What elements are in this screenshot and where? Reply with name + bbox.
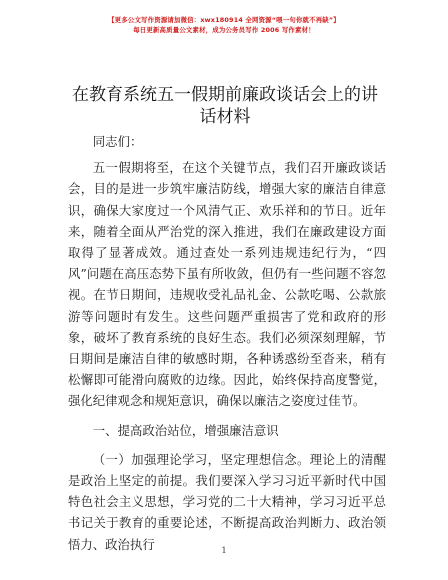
promo-banner-line-1: 【更多公文写作资源请加微信：xwx180914 全网资源“喂一句你就不再缺”】: [108, 16, 340, 24]
subsection-paragraph: （一）加强理论学习，坚定理想信念。理论上的清醒是政治上坚定的前提。我们要深入学习习近平新时代中国特色社会主义思想，学习党的二十大精神，学习习近平总书记关于教育的重要论述，不断提高政治判断力、政治领悟力、政治执行: [68, 451, 386, 552]
document-title: 在教育系统五一假期前廉政谈话会上的讲话材料: [72, 85, 378, 127]
promo-banner-line-2: 每日更新高质量公文素材，成为公务员写作 2006 写作素材！: [133, 26, 315, 34]
body-paragraph: 五一假期将至，在这个关键节点，我们召开廉政谈话会，目的是进一步筑牢廉洁防线，增强大家的廉洁自律意识，确保大家度过一个风清气正、欢乐祥和的节日。近年来，随着全面从严治党的深入推进，我们在廉政建设方面取得了显著成效。通过查处一系列违规违纪行为，“四风”问题在高压态势下虽有所收敛，但仍有一些问题不容忽视。在节日期间，违规收受礼品礼金、公款吃喝、公款旅游等问题时有发生。这些问题严重损害了党和政府的形象，破坏了教育系统的良好生态。我们必须深刻理解，节日期间是廉洁自律的敏感时期，各种诱惑纷至沓来，稍有松懈即可能滑向腐败的边缘。因此，始终保持高度警觉，强化纪律观念和规矩意识，确保以廉洁之姿度过佳节。: [68, 160, 386, 409]
section-heading: 一、提高政治站位，增强廉洁意识: [92, 422, 279, 438]
document-body: [68, 131, 386, 555]
page-number: 1: [221, 546, 227, 555]
salutation: 同志们：: [92, 134, 143, 149]
promo-banner: [0, 15, 448, 35]
